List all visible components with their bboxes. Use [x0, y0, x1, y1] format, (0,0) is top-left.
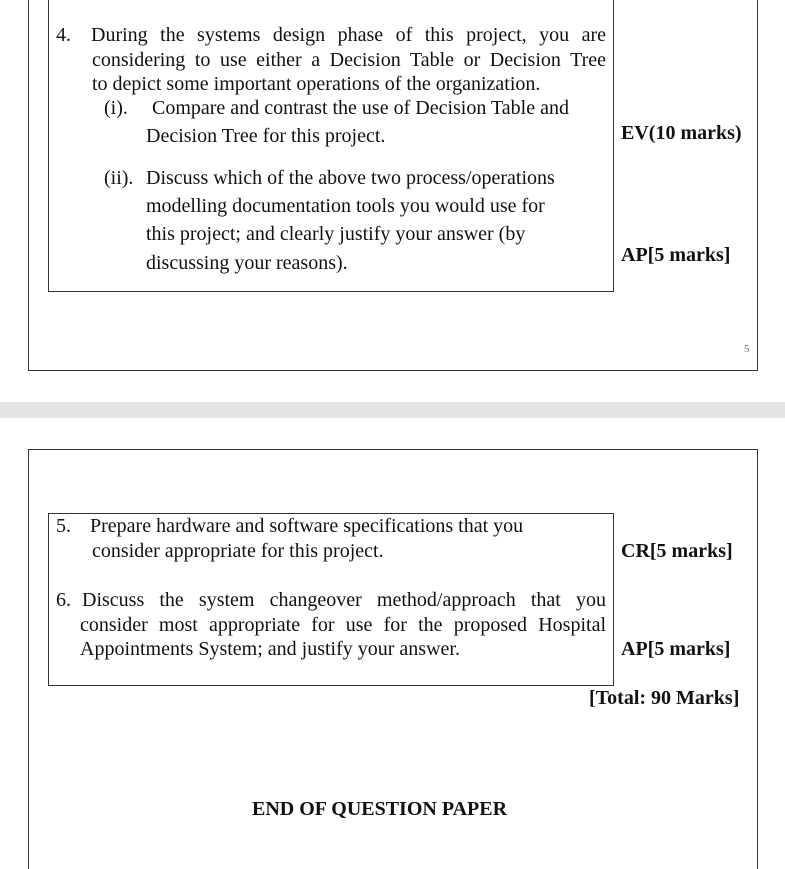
page-gap: [0, 402, 785, 418]
question-4-number: 4.: [56, 24, 71, 46]
end-of-question-paper: END OF QUESTION PAPER: [252, 798, 508, 820]
question-4-ii-line-3: this project; and clearly justify your answer (by: [146, 223, 526, 245]
page-number: 5: [744, 343, 750, 355]
question-6-line-3: Appointments System; and justify your answer.: [80, 638, 460, 660]
question-4-ii-line-1: Discuss which of the above two process/operations: [146, 167, 555, 189]
question-4-ii-line-2: modelling documentation tools you would use for: [146, 195, 545, 217]
question-5-line-2: consider appropriate for this project.: [92, 540, 384, 562]
question-4-i-label: (i).: [104, 97, 128, 119]
question-6-line-2: consider most appropriate for use for the proposed Hospital: [80, 614, 606, 636]
question-4-line-2: considering to use either a Decision Table or Decision Tree: [92, 49, 606, 71]
marks-q4-i: EV(10 marks): [621, 122, 742, 144]
question-5-number: 5.: [56, 515, 71, 537]
question-4-ii-line-4: discussing your reasons).: [146, 252, 348, 274]
question-4-i-line-2: Decision Tree for this project.: [146, 125, 386, 147]
marks-q6: AP[5 marks]: [621, 638, 731, 660]
total-marks: [Total: 90 Marks]: [589, 687, 740, 709]
question-6-line-1: Discuss the system changeover method/approach that you: [82, 589, 606, 611]
question-5-line-1: Prepare hardware and software specifications that you: [90, 515, 524, 537]
question-6-number: 6.: [56, 589, 71, 611]
question-4-i-line-1: Compare and contrast the use of Decision Table and: [152, 97, 569, 119]
question-4-line-1: During the systems design phase of this project, you are: [91, 24, 606, 46]
question-4-ii-label: (ii).: [104, 167, 134, 189]
marks-q5: CR[5 marks]: [621, 540, 733, 562]
question-4-line-3: to depict some important operations of the organization.: [92, 73, 541, 95]
marks-q4-ii: AP[5 marks]: [621, 244, 731, 266]
